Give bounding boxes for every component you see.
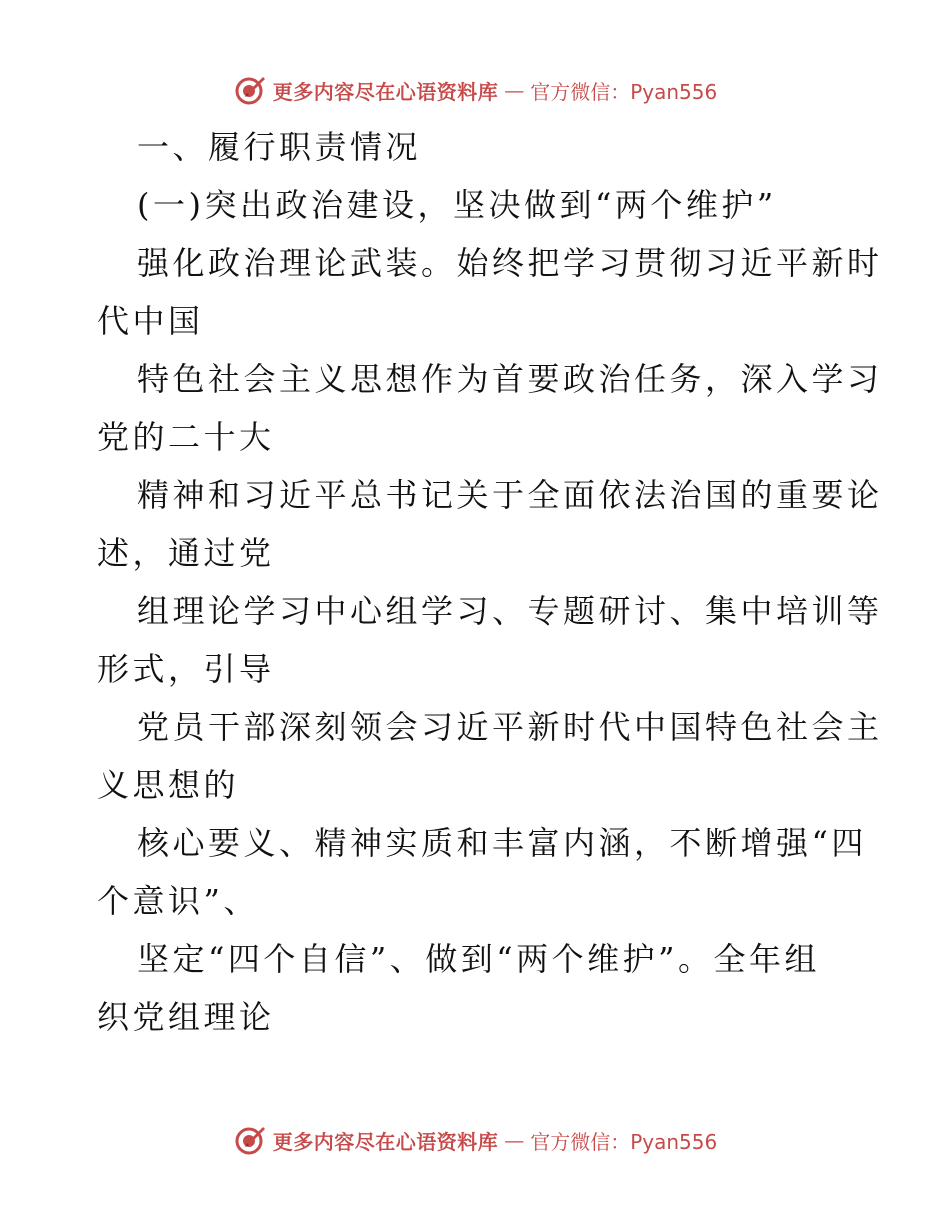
header-text: 更多内容尽在心语资料库 xyxy=(272,79,499,104)
section-heading: 一、履行职责情况 xyxy=(137,128,422,166)
footer-banner-inner xyxy=(233,1123,718,1157)
paragraph-line: 织党组理论 xyxy=(97,998,275,1036)
header-dash: — xyxy=(504,78,525,102)
header-banner-inner xyxy=(233,73,718,107)
paragraph-line: 形式，引导 xyxy=(97,650,275,688)
paragraph-line: 强化政治理论武装。始终把学习贯彻习近平新时 xyxy=(137,244,883,282)
footer-text: 更多内容尽在心语资料库 xyxy=(272,1129,499,1154)
pen-globe-logo-icon xyxy=(233,1123,267,1157)
paragraph-line: 精神和习近平总书记关于全面依法治国的重要论 xyxy=(137,476,883,514)
paragraph-line: 代中国 xyxy=(97,302,204,340)
header-banner xyxy=(0,70,950,110)
body-content xyxy=(97,118,883,1046)
pen-globe-logo-icon xyxy=(233,73,267,107)
paragraph-line: 坚定“四个自信”、做到“两个维护”。全年组 xyxy=(137,940,820,978)
subsection-heading: (一)突出政治建设，坚决做到“两个维护” xyxy=(137,186,777,224)
paragraph-line: 个意识”、 xyxy=(97,882,259,920)
header-wechat: 官方微信：Pyan556 xyxy=(530,79,718,104)
paragraph-line: 特色社会主义思想作为首要政治任务，深入学习 xyxy=(137,360,883,398)
paragraph-line: 核心要义、精神实质和丰富内涵，不断增强“四 xyxy=(137,824,867,862)
paragraph-line: 义思想的 xyxy=(97,766,240,804)
paragraph-line: 述，通过党 xyxy=(97,534,275,572)
paragraph-line: 党的二十大 xyxy=(97,418,275,456)
footer-wechat: 官方微信：Pyan556 xyxy=(530,1129,718,1154)
paragraph-line: 组理论学习中心组学习、专题研讨、集中培训等 xyxy=(137,592,883,630)
footer-dash: — xyxy=(504,1128,525,1152)
footer-banner xyxy=(0,1120,950,1160)
paragraph-line: 党员干部深刻领会习近平新时代中国特色社会主 xyxy=(137,708,883,746)
